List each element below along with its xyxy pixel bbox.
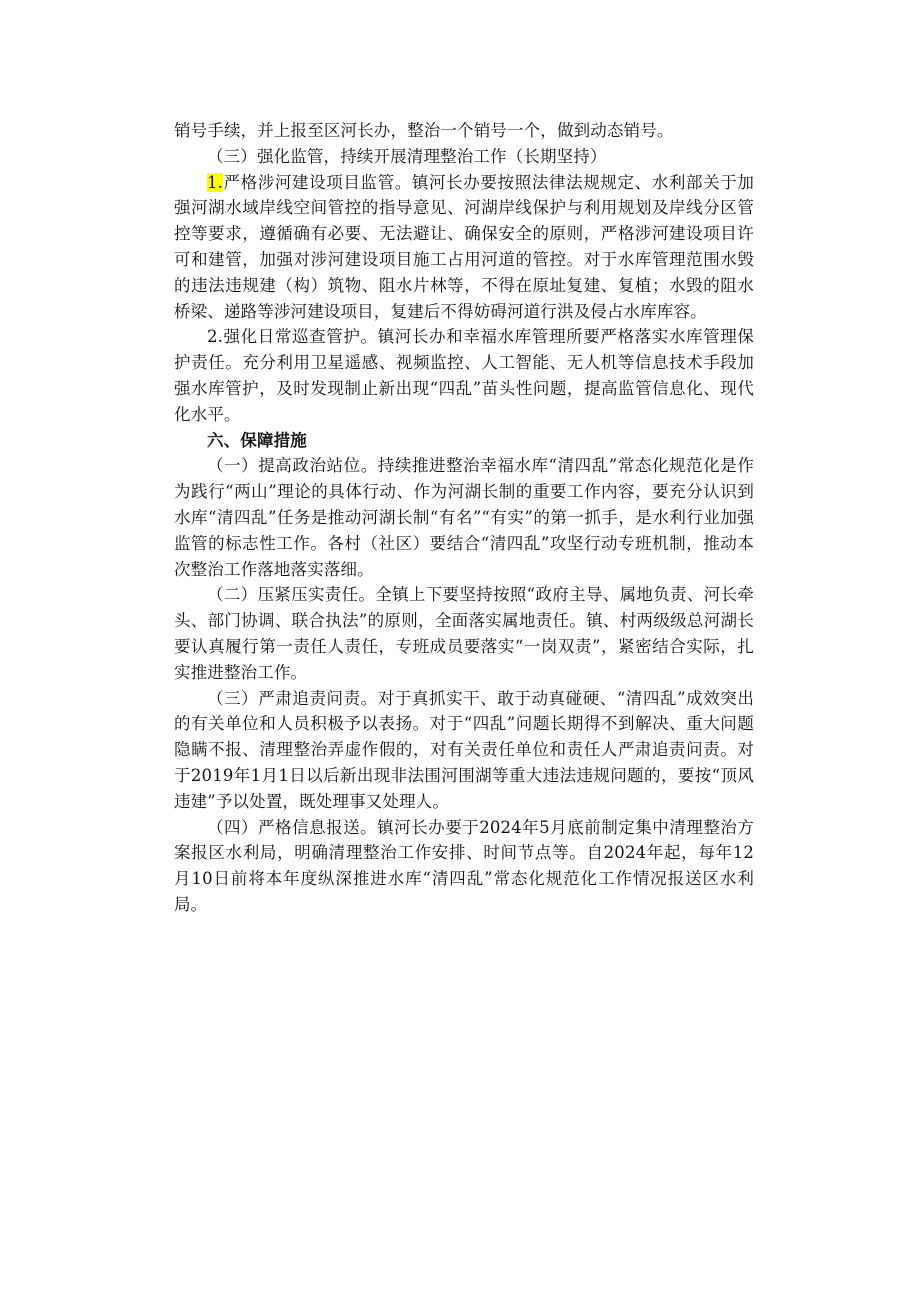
paragraph-safeguard-3-text: （三）严肃追责问责。对于真抓实干、敢于动真碰硬、“清四乱”成效突出的有关单位和人员积极予以表扬。对于“四乱”问题长期得不到解决、重大问题隐瞒不报、清理整治弄虚作假的，对有关责任单位和责任人严肃追责问责。对于2019年1月1日以后新出现非法围河围湖等重大违法违规问题的，要按“顶风违建”予以处置，既处理事又处理人。 <box>174 688 754 811</box>
paragraph-safeguard-2-text: （二）压紧压实责任。全镇上下要坚持按照“政府主导、属地负责、河长牵头、部门协调、联合执法”的原则，全面落实属地责任。镇、村两级级总河湖长要认真履行第一责任人责任，专班成员要落实“一岗双责”，紧密结合实际，扎实推进整治工作。 <box>174 585 754 682</box>
subheading-strengthen-supervision <box>174 144 754 170</box>
paragraph-safeguard-3 <box>174 686 754 815</box>
subheading-strengthen-supervision-text: （三）强化监管，持续开展清理整治工作（长期坚持） <box>207 146 607 166</box>
paragraph-safeguard-4-text: （四）严格信息报送。镇河长办要于2024年5月底前制定集中清理整治方案报区水利局，明确清理整治工作安排、时间节点等。自2024年起，每年12月10日前将本年度纵深推进水库“清四乱”常态化规范化工作情况报送区水利局。 <box>174 817 754 914</box>
paragraph-safeguard-1 <box>174 453 754 582</box>
paragraph-safeguard-1-text: （一）提高政治站位。持续推进整治幸福水库“清四乱”常态化规范化是作为践行“两山”理论的具体行动、作为河湖长制的重要工作内容，要充分认识到水库“清四乱”任务是推动河湖长制“有名”“有实”的第一抓手，是水利行业加强监管的标志性工作。各村（社区）要结合“清四乱”攻坚行动专班机制，推动本次整治工作落地落实落细。 <box>174 456 754 579</box>
paragraph-item-2 <box>174 324 754 427</box>
section-heading-safeguards-text: 六、保障措施 <box>207 430 307 450</box>
section-heading-safeguards <box>174 428 754 454</box>
paragraph-item-1-text: 严格涉河建设项目监管。镇河长办要按照法律法规规定、水利部关于加强河湖水域岸线空间管控的指导意见、河湖岸线保护与利用规划及岸线分区管控等要求，遵循确有必要、无法避让、确保安全的原则，严格涉河建设项目许可和建管，加强对涉河建设项目施工占用河道的管控。对于水库管理范围水毁的违法违规建（构）筑物、阻水片林等，不得在原址复建、复植；水毁的阻水桥梁、递路等涉河建设项目，复建后不得妨碍河道行洪及侵占水库库容。 <box>174 172 754 321</box>
paragraph-item-2-text: 2.强化日常巡查管护。镇河长办和幸福水库管理所要严格落实水库管理保护责任。充分利用卫星遥感、视频监控、人工智能、无人机等信息技术手段加强水库管护，及时发现制止新出现“四乱”苗头性问题，提高监管信息化、现代化水平。 <box>174 327 754 424</box>
paragraph-item-1 <box>174 170 754 325</box>
paragraph-1 <box>174 118 754 144</box>
paragraph-safeguard-4 <box>174 815 754 918</box>
paragraph-1-text: 销号手续，并上报至区河长办，整治一个销号一个，做到动态销号。 <box>174 121 674 140</box>
highlighted-item-number: 1. <box>207 172 224 192</box>
document-body <box>174 118 754 918</box>
paragraph-safeguard-2 <box>174 582 754 685</box>
